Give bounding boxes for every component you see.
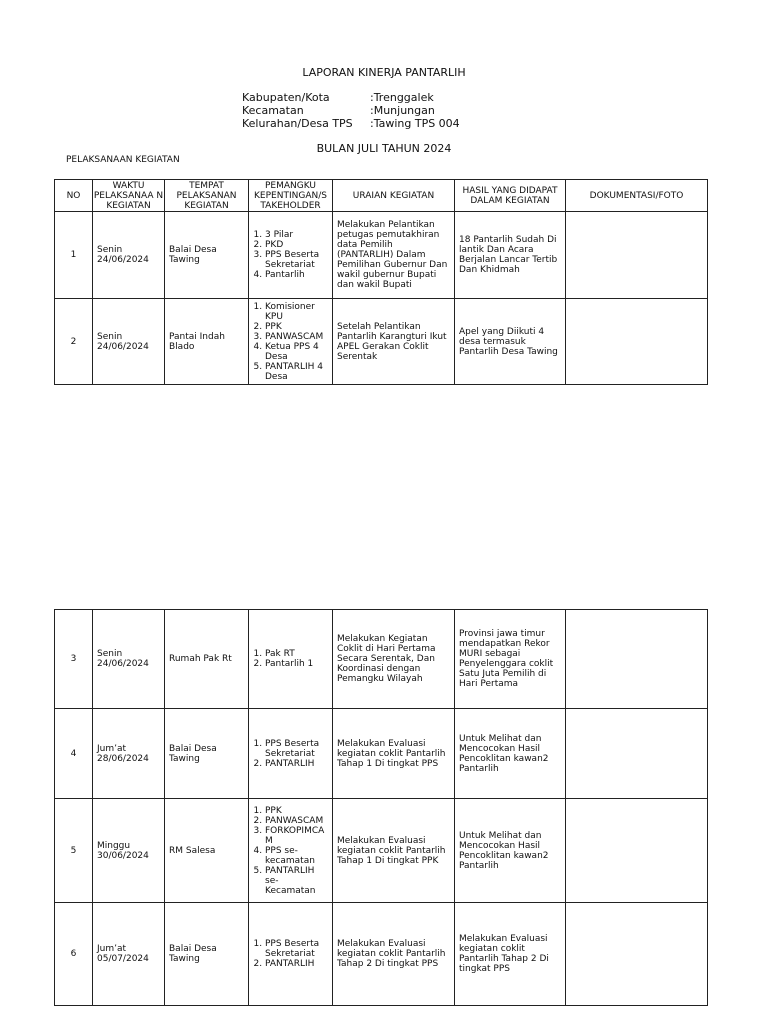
row-photo-cell xyxy=(566,709,708,799)
list-item: 2. PANTARLIH xyxy=(265,759,328,769)
list-item: 2. PANWASCAM xyxy=(265,816,328,826)
row-no: 6 xyxy=(55,903,93,1006)
row-waktu: Jum’at 28/06/2024 xyxy=(93,709,165,799)
list-item: 2. Pantarlih 1 xyxy=(265,659,328,669)
list-item: 3. PANWASCAM xyxy=(265,332,328,342)
section-title: PELAKSANAAN KEGIATAN xyxy=(66,155,180,165)
list-item: 5. PANTARLIH 4 Desa xyxy=(265,362,328,382)
row-no: 1 xyxy=(55,212,93,299)
row-no: 2 xyxy=(55,299,93,385)
header-hasil: HASIL YANG DIDAPAT DALAM KEGIATAN xyxy=(455,180,566,212)
list-item: 5. PANTARLIH se-Kecamatan xyxy=(265,866,328,896)
table-row xyxy=(55,709,708,799)
info-row-kabupaten xyxy=(242,91,502,104)
header-waktu: WAKTU PELAKSANAA N KEGIATAN xyxy=(93,180,164,211)
table-row xyxy=(55,299,708,385)
header-tempat: TEMPAT PELAKSANAN KEGIATAN xyxy=(165,180,249,212)
row-tempat: Rumah Pak Rt xyxy=(165,610,249,709)
row-uraian: Melakukan Evaluasi kegiatan coklit Pantarlih Tahap 1 Di tingkat PPK xyxy=(333,799,455,903)
table-row xyxy=(55,799,708,903)
row-waktu: Senin 24/06/2024 xyxy=(93,610,165,709)
table-row xyxy=(55,212,708,299)
list-item: 1. PPS Beserta Sekretariat xyxy=(265,939,328,959)
table-row xyxy=(55,610,708,709)
info-label: Kecamatan xyxy=(242,104,304,117)
row-photo-cell xyxy=(566,610,708,709)
row-uraian: Setelah Pelantikan Pantarlih Karangturi Ikut APEL Gerakan Coklit Serentak xyxy=(333,299,455,385)
list-item: 2. PPK xyxy=(265,322,328,332)
row-hasil: Provinsi jawa timur mendapatkan Rekor MURI sebagai Penyelenggara coklit Satu Juta Pemilih di Hari Pertama xyxy=(455,610,566,709)
row-no: 4 xyxy=(55,709,93,799)
row-uraian: Melakukan Pelantikan petugas pemutakhiran data Pemilih (PANTARLIH) Dalam Pemilihan Gubernur Dan wakil gubernur Bupati dan wakil Bupati xyxy=(333,212,455,299)
row-photo-cell xyxy=(566,299,708,385)
header-uraian: URAIAN KEGIATAN xyxy=(333,180,455,212)
row-uraian: Melakukan Kegiatan Coklit di Hari Pertama Secara Serentak, Dan Koordinasi dengan Pemangku Wilayah xyxy=(333,610,455,709)
list-item: 1. 3 Pilar xyxy=(265,230,328,240)
header-foto: DOKUMENTASI/FOTO xyxy=(566,180,708,212)
row-hasil: 18 Pantarlih Sudah Di lantik Dan Acara Berjalan Lancar Tertib Dan Khidmah xyxy=(455,212,566,299)
list-item: 1. PPS Beserta Sekretariat xyxy=(265,739,328,759)
row-tempat: Balai Desa Tawing xyxy=(165,709,249,799)
row-pemangku xyxy=(249,299,333,385)
list-item: 3. PPS Beserta Sekretariat xyxy=(265,250,328,270)
stakeholder-list xyxy=(253,939,328,969)
row-hasil: Untuk Melihat dan Mencocokan Hasil Pencoklitan kawan2 Pantarlih xyxy=(455,799,566,903)
row-pemangku xyxy=(249,610,333,709)
info-value: :Trenggalek xyxy=(370,91,434,104)
row-waktu: Minggu 30/06/2024 xyxy=(93,799,165,903)
stakeholder-list xyxy=(253,739,328,769)
report-info xyxy=(242,91,502,131)
info-label: Kabupaten/Kota xyxy=(242,91,330,104)
list-item: 2. PANTARLIH xyxy=(265,959,328,969)
list-item: 3. FORKOPIMCA M xyxy=(265,826,328,846)
page-title: LAPORAN KINERJA PANTARLIH xyxy=(302,66,466,79)
stakeholder-list xyxy=(253,230,328,280)
stakeholder-list xyxy=(253,302,328,382)
page-subtitle: BULAN JULI TAHUN 2024 xyxy=(316,142,452,155)
row-pemangku xyxy=(249,903,333,1006)
row-no: 3 xyxy=(55,610,93,709)
list-item: 1. Komisioner KPU xyxy=(265,302,328,322)
list-item: 1. Pak RT xyxy=(265,649,328,659)
row-photo-cell xyxy=(566,799,708,903)
row-tempat: Pantai Indah Blado xyxy=(165,299,249,385)
info-value: :Tawing TPS 004 xyxy=(370,117,460,130)
list-item: 4. PPS se-kecamatan xyxy=(265,846,328,866)
row-tempat: Balai Desa Tawing xyxy=(165,212,249,299)
activity-table-page-2 xyxy=(54,609,708,1006)
info-value: :Munjungan xyxy=(370,104,435,117)
list-item: 4. Pantarlih xyxy=(265,270,328,280)
list-item: 4. Ketua PPS 4 Desa xyxy=(265,342,328,362)
row-pemangku xyxy=(249,709,333,799)
row-hasil: Melakukan Evaluasi kegiatan coklit Pantarlih Tahap 2 Di tingkat PPS xyxy=(455,903,566,1006)
header-no: NO xyxy=(55,180,93,212)
row-no: 5 xyxy=(55,799,93,903)
row-tempat: RM Salesa xyxy=(165,799,249,903)
row-pemangku xyxy=(249,212,333,299)
row-tempat: Balai Desa Tawing xyxy=(165,903,249,1006)
info-row-kecamatan xyxy=(242,104,502,117)
row-pemangku xyxy=(249,799,333,903)
stakeholder-list xyxy=(253,649,328,669)
row-hasil: Untuk Melihat dan Mencocokan Hasil Pencoklitan kawan2 Pantarlih xyxy=(455,709,566,799)
info-label: Kelurahan/Desa TPS xyxy=(242,117,353,130)
row-photo-cell xyxy=(566,903,708,1006)
activity-table-page-1 xyxy=(54,179,708,385)
header-pemangku: PEMANGKU KEPENTINGAN/S TAKEHOLDER xyxy=(249,180,333,212)
row-uraian: Melakukan Evaluasi kegiatan coklit Pantarlih Tahap 2 Di tingkat PPS xyxy=(333,903,455,1006)
row-waktu: Senin 24/06/2024 xyxy=(93,212,165,299)
row-photo-cell xyxy=(566,212,708,299)
list-item: 2. PKD xyxy=(265,240,328,250)
row-hasil: Apel yang Diikuti 4 desa termasuk Pantarlih Desa Tawing xyxy=(455,299,566,385)
info-row-desa xyxy=(242,117,502,130)
table-header xyxy=(55,180,708,212)
stakeholder-list xyxy=(253,806,328,896)
list-item: 1. PPK xyxy=(265,806,328,816)
row-waktu: Jum’at 05/07/2024 xyxy=(93,903,165,1006)
table-row xyxy=(55,903,708,1006)
row-uraian: Melakukan Evaluasi kegiatan coklit Pantarlih Tahap 1 Di tingkat PPS xyxy=(333,709,455,799)
row-waktu: Senin 24/06/2024 xyxy=(93,299,165,385)
